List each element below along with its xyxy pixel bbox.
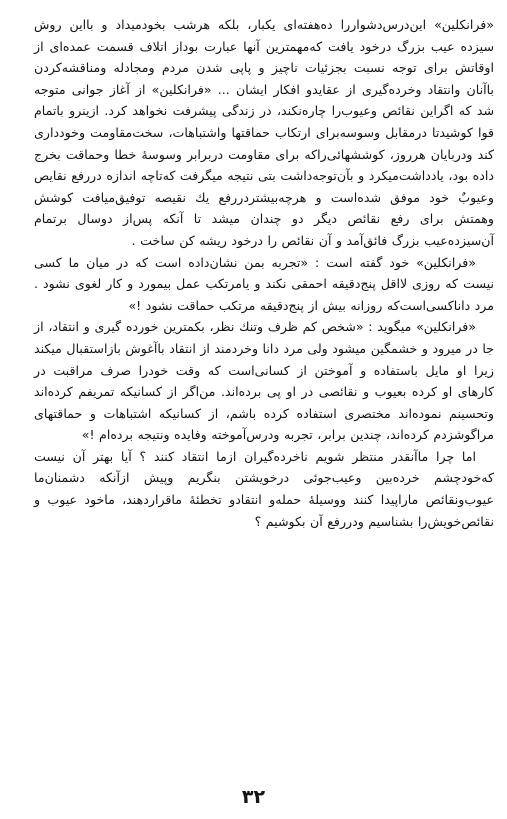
paragraph-2: «فرانكلين» خود گفته است : «تجربه بمن نشان‌داده است كه در ميان ما كسى نيست كه روزى لااقل پنج‌دقيقه احمقى نكند و يامرتكب عمل بيمورد و كار لغوى نشود . مرد داناكسى‌است‌كه روزانه بيش از پنج‌دقيقه مرتكب حماقت نشود !» (34, 254, 494, 313)
paragraph-1: «فرانكلين» اين‌درس‌دشوار‌را ده‌هفته‌اى يكبار، بلكه هرشب بخودميداد و بااين روش سيزده عيب بزرگ درخود يافت كه‌مهمترين آنها عبارت بوداز اتلاف قسمت عمده‌اى از اوقاتش براى توجه نسبت بجزئيات ناچيز و پا‌پى شدن مردم ومجادله ومناقشه‌كردن باآنان وانتقاد وخرده‌گيرى از عقايدو افكار ايشان ... «فرانكلين» از آغاز جوانى متوجه شد كه اگراين نقائص وعيوب‌را چاره‌نكند، در زندگى پيشرفت نخواهد كرد. ازينرو باتمام قوا كوشيدتا درمقابل وسوسه‌براى ارتكاب حماقتها واشتباهات، سخت‌مقاومت وخودداری كند ودربايان هرروز، كوششهائى‌راكه براى مقاومت دربرابر وسوسهٔ خطا وحماقت بخرج داده بود، يادداشت‌ميكرد و بآن‌توجه‌داشت‌ بتى نتيجه ميگرفت كه‌تاچه اندازه دررفع نقايص وعيوبٌ خود موفق شده‌است و هرچه‌بيشتردررفع يك نقيصه توفيق‌ميافت كوشش وهمتش براى رفع نقائص ديگر دو چندان ميشد تا آنكه پس‌از دوسال برتمام آن‌سيزده‌عيب بزرگ فائق‌آمد و آن نقائص را درخود ريشه كن ساخت . (34, 17, 494, 248)
paragraph-4: اما چرا ماآنقدر منتظر شويم ناخرده‌گيران ازما انتقاد كنند ؟ آيا بهتر آن نيست كه‌خودچشم خرده‌بين وعيب‌جوئى درخويشتن بنگريم وپيش ازآنكه دشمنان‌ما عيوب‌ونقائص مارا‌پيدا كنند ووسيلهٔ حمله‌و انتقادو تخطئهٔ ماقراردهند، ماخود عيوب و نقائص‌خويش‌را بشناسيم ودررفع آن بكوشيم ؟ (34, 448, 494, 529)
body-text (34, 14, 494, 532)
page-number: ۳۲ (241, 786, 266, 808)
paragraph-3: «فرانكلين» ميگويد : «شخص كم ظرف وتنك نظر، بكمترين خورده گيرى و انتقاد، از جا در ميرود و خشمگين ميشود ولى مرد دانا وخردمند از انتقاد باآغوش بازاستقبال ميكند زيرا او مايل باستفاده و آموختن از كسانى‌است كه وقت خودرا صرف مراقبت در كارهاى او كرده بعيوب و نقائصى در او پى برده‌اند. من‌اگر از كسانيكه تمريفم كرده‌اند وتحسينم نموده‌اند مختصرى استفاده كرده باشم، از كسانيكه اشتباهات و حماقتهاى مراگوشزدم كرده‌اند، چندين برابر، تجربه ودرس‌آموخته وفايده ونتيجه برده‌ام !» (34, 319, 494, 443)
